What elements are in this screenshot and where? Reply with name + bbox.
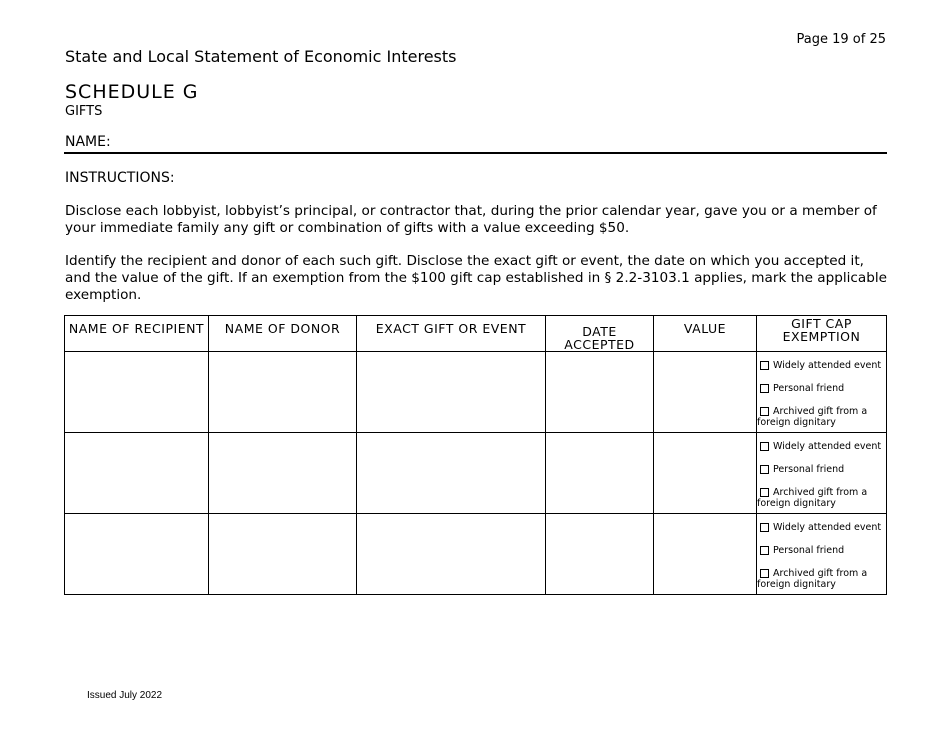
table-header-row bbox=[65, 316, 887, 352]
recipient-cell[interactable] bbox=[65, 514, 209, 595]
header-donor: NAME OF DONOR bbox=[209, 316, 357, 352]
gift-cell[interactable] bbox=[357, 433, 546, 514]
label-archived-gift-line2: foreign dignitary bbox=[757, 579, 836, 590]
header-gift: EXACT GIFT OR EVENT bbox=[357, 316, 546, 352]
header-value: VALUE bbox=[654, 316, 757, 352]
header-recipient: NAME OF RECIPIENT bbox=[65, 316, 209, 352]
option-personal-friend[interactable] bbox=[757, 464, 886, 475]
checkbox-personal-friend[interactable] bbox=[760, 546, 769, 555]
instructions-title: INSTRUCTIONS: bbox=[65, 170, 175, 186]
value-cell[interactable] bbox=[654, 514, 757, 595]
table-row bbox=[65, 514, 887, 595]
date-cell[interactable] bbox=[546, 433, 654, 514]
table-row bbox=[65, 352, 887, 433]
option-archived-gift[interactable] bbox=[757, 568, 886, 590]
checkbox-personal-friend[interactable] bbox=[760, 465, 769, 474]
label-widely-attended: Widely attended event bbox=[773, 360, 882, 371]
checkbox-widely-attended[interactable] bbox=[760, 361, 769, 370]
label-archived-gift-line2: foreign dignitary bbox=[757, 498, 836, 509]
schedule-subtitle: GIFTS bbox=[65, 104, 103, 119]
exemption-cell bbox=[757, 514, 887, 595]
option-widely-attended[interactable] bbox=[757, 441, 886, 452]
table-row bbox=[65, 433, 887, 514]
header-date-line2: ACCEPTED bbox=[564, 337, 635, 352]
donor-cell[interactable] bbox=[209, 514, 357, 595]
option-widely-attended[interactable] bbox=[757, 522, 886, 533]
value-cell[interactable] bbox=[654, 352, 757, 433]
issued-date: Issued July 2022 bbox=[87, 690, 163, 701]
checkbox-personal-friend[interactable] bbox=[760, 384, 769, 393]
donor-cell[interactable] bbox=[209, 352, 357, 433]
label-widely-attended: Widely attended event bbox=[773, 441, 882, 452]
gift-cell[interactable] bbox=[357, 514, 546, 595]
gift-cell[interactable] bbox=[357, 352, 546, 433]
checkbox-archived-gift[interactable] bbox=[760, 569, 769, 578]
instructions-paragraph-1: Disclose each lobbyist, lobbyist’s principal, or contractor that, during the prior calendar year, gave you or a member of your immediate family any gift or combination of gifts with a value exceeding $50. bbox=[65, 203, 877, 236]
checkbox-archived-gift[interactable] bbox=[760, 488, 769, 497]
header-exemption bbox=[757, 316, 887, 352]
label-archived-gift-line1: Archived gift from a bbox=[773, 406, 868, 417]
page-number: Page 19 of 25 bbox=[796, 32, 886, 47]
header-exemption-line2: EXEMPTION bbox=[782, 329, 861, 344]
label-archived-gift-line1: Archived gift from a bbox=[773, 568, 868, 579]
label-personal-friend: Personal friend bbox=[773, 383, 845, 394]
date-cell[interactable] bbox=[546, 514, 654, 595]
exemption-cell bbox=[757, 433, 887, 514]
option-personal-friend[interactable] bbox=[757, 545, 886, 556]
header-exemption-line1: GIFT CAP bbox=[791, 316, 852, 331]
donor-cell[interactable] bbox=[209, 433, 357, 514]
value-cell[interactable] bbox=[654, 433, 757, 514]
header-date bbox=[546, 316, 654, 352]
label-archived-gift-line1: Archived gift from a bbox=[773, 487, 868, 498]
schedule-title: SCHEDULE G bbox=[65, 81, 199, 103]
checkbox-widely-attended[interactable] bbox=[760, 523, 769, 532]
label-personal-friend: Personal friend bbox=[773, 464, 845, 475]
instructions-paragraph-2: Identify the recipient and donor of each such gift. Disclose the exact gift or event, the date on which you accepted it, and the value of the gift. If an exemption from the $100 gift cap established in § 2.2-3103.1 applies, mark the applicable exemption. bbox=[65, 253, 888, 303]
gifts-table bbox=[64, 315, 887, 595]
form-title: State and Local Statement of Economic Interests bbox=[65, 47, 457, 66]
checkbox-widely-attended[interactable] bbox=[760, 442, 769, 451]
option-archived-gift[interactable] bbox=[757, 406, 886, 428]
label-personal-friend: Personal friend bbox=[773, 545, 845, 556]
exemption-cell bbox=[757, 352, 887, 433]
header-date-line1: DATE bbox=[582, 324, 617, 339]
name-field-line[interactable] bbox=[64, 152, 887, 154]
date-cell[interactable] bbox=[546, 352, 654, 433]
recipient-cell[interactable] bbox=[65, 352, 209, 433]
label-widely-attended: Widely attended event bbox=[773, 522, 882, 533]
name-label: NAME: bbox=[65, 134, 111, 150]
option-archived-gift[interactable] bbox=[757, 487, 886, 509]
option-widely-attended[interactable] bbox=[757, 360, 886, 371]
checkbox-archived-gift[interactable] bbox=[760, 407, 769, 416]
option-personal-friend[interactable] bbox=[757, 383, 886, 394]
label-archived-gift-line2: foreign dignitary bbox=[757, 417, 836, 428]
recipient-cell[interactable] bbox=[65, 433, 209, 514]
